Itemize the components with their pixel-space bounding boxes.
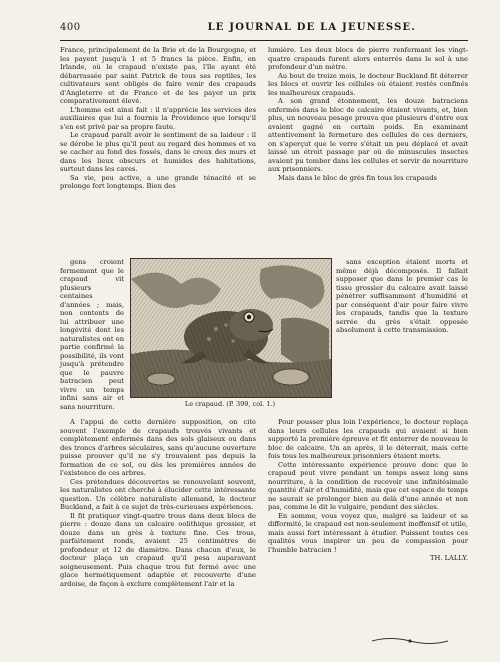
left-column-bottom — [60, 418, 256, 588]
left-wrap-text — [60, 258, 124, 411]
paragraph: Pour pousser plus loin l'expérience, le docteur replaça dans leurs cellules les crapauds qui avaient si bien supporté la première épreuve et fit enterrer de nouveau le bloc de calcaire. Un an après, il le déterrait, mais cette fois tous les malheureux prisonniers étaient morts. — [268, 418, 468, 460]
paragraph: Au bout de treize mois, le docteur Buckland fit déterrer les blocs et ouvrir les cellules où étaient restés confinés les malheureux crapauds. — [268, 71, 468, 97]
paragraph: Sa vie, peu active, a une grande ténacité et se prolonge fort longtemps. Bien des — [60, 173, 256, 190]
paragraph: Mais dans le bloc de grès fin tous les crapauds — [278, 173, 437, 182]
figure-caption: Le crapaud. (P. 399, col. 1.) — [184, 400, 276, 408]
left-column-top — [60, 46, 256, 191]
end-ornament-icon — [370, 636, 450, 646]
header-rule — [60, 40, 468, 41]
paragraph: Cette intéressante expérience prouve donc que le crapaud peut vivre pendant un temps assez long sans nourriture, à la condition de recevoir une infinitésimale quantité d'air et d'humidité, mais que cet espace de temps ne saurait se prolonger bien au delà d'une année et non pas, comme le dit le vulgaire, pendant des siècles. — [268, 460, 468, 511]
page-header — [60, 22, 468, 38]
paragraph: A l'appui de cette dernière supposition, on cite souvent l'exemple de crapauds trouvés vivants et complètement enfermés dans des sols glaiseux ou dans des troncs d'arbres séculaires, sans qu'aucune ouverture puisse prouver qu'il ne s'y trouvaient pas depuis la formation de ce sol, ou dès les premières années de l'existence de ces arbres. — [60, 418, 256, 477]
paragraph: A son grand étonnement, les douze batraciens enfermés dans le bloc de calcaire étaient vivants, et, bien plus, un nouveau pesage prouva que plusieurs d'entre eux avaient gagné en certain poids. En examinant attentivement la fermeture des cellules de ces derniers, on s'aperçut que le verre s'était un peu déplacé et avait laissé un étroit passage par où de minuscules insectes avaient pu tomber dans les cellules et servir de nourriture aux prisonniers. — [268, 97, 468, 173]
right-column-top — [268, 46, 468, 182]
right-column-bottom — [268, 418, 468, 563]
journal-title: LE JOURNAL DE LA JEUNESSE. — [207, 22, 416, 33]
paragraph: lumière. Les deux blocs de pierre renfermant les vingt-quatre crapauds furent alors enterrés dans le sol à une profondeur d'un mètre. — [268, 46, 468, 71]
paragraph: Il fit pratiquer vingt-quatre trous dans deux blocs de pierre : douze dans un calcaire oolithique grossier, et douze dans un grès à texture fine. Ces trous, parfaitement ronds, avaient 25 centimètres de profondeur et 12 de diamètre. Dans chacun d'eux, le docteur plaça un crapaud qu'il pesa auparavant soigneusement. Puis chaque trou fut fermé avec une glace hermétiquement adaptée et recouverte d'une ardoise, de façon à exclure complètement l'air et la — [60, 511, 256, 588]
toad-engraving-illustration — [130, 258, 332, 398]
paragraph: Ces prétendues découvertes se renouvelant souvent, les naturalistes ont cherché à élucider cette intéressante question. Un célèbre naturaliste allemand, le docteur Buckland, a fait à ce sujet de très-curieuses expériences. — [60, 477, 256, 511]
paragraph: sans exception étaient morts et même déjà décomposés. Il fallait supposer que dans le premier cas le tissu grossier du calcaire avait laissé pénétrer suffisamment d'humidité et par conséquent d'air pour faire vivre les crapauds, tandis que la texture serrée du grès s'était opposée absolument à cette transmission. — [336, 258, 468, 334]
paragraph: Le crapaud paraît avoir le sentiment de sa laideur : il se dérobe le plus qu'il peut au regard des hommes et va se cacher au fond des fossés, dans le creux des murs et dans les lieux obscurs et humides des habitations, surtout dans les caves. — [60, 131, 256, 173]
right-wrap-text — [336, 258, 468, 335]
toad-illustration — [131, 259, 331, 397]
page-number: 400 — [60, 22, 81, 33]
paragraph: En somme, vous voyez que, malgré sa laideur et sa difformité, le crapaud est non-seulement inoffensif et utile, mais aussi fort intéressant à étudier. Puissent toutes ces qualités vous inspirer un peu de compassion pour l'humble batracien ! — [268, 511, 469, 554]
author-signature: TH. LALLY. — [430, 554, 468, 562]
paragraph: gens croient fermement que le crapaud vit plusieurs centaines d'années ; mais, non contents de lui attribuer une longévité dont les naturalistes ont en partie confirmé la possibilité, ils vont jusqu'à prétendre que le pauvre batracien peut vivre un temps infini sans air et sans nourriture. — [60, 258, 124, 411]
paragraph: France, principalement de la Brie et de la Bourgogne, et les payent jusqu'à 1 et 5 francs la pièce. Enfin, en Irlande, où le crapaud n'existe pas, l'île ayant été débarrassée par saint Patrick de tous ses reptiles, les cultivateurs sont obligés de faire venir des crapauds d'Angleterre et de France et de les payer un prix comparativement élevé. — [60, 46, 256, 105]
paragraph: L'homme est ainsi fait : il n'apprécie les services des auxiliaires que lui a fournis la Providence que lorsqu'il s'en est privé par sa propre faute. — [60, 105, 256, 131]
